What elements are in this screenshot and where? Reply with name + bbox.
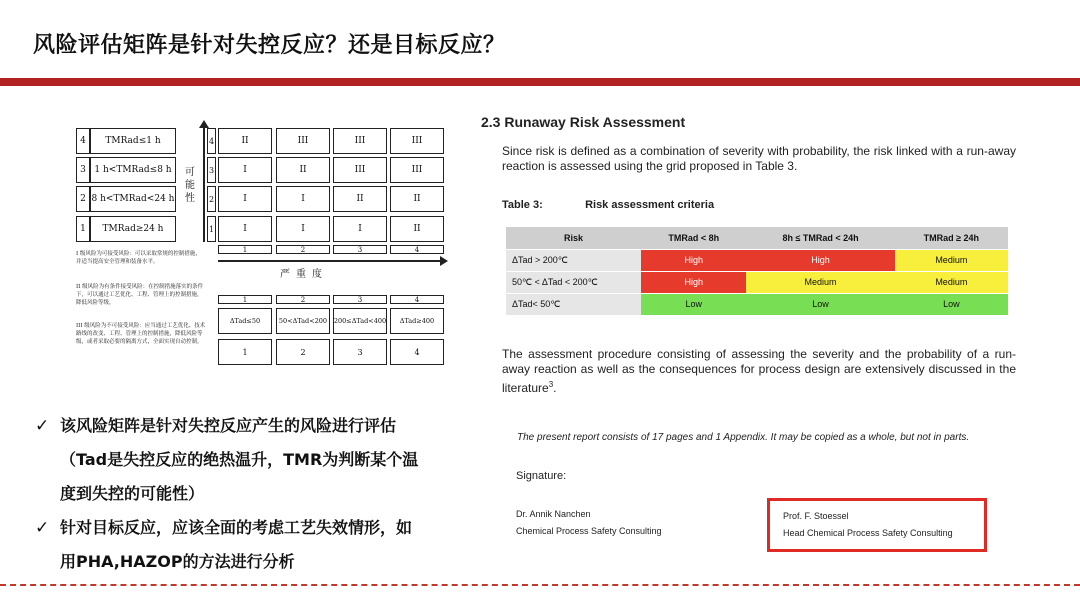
likelihood-condition: 8 h<TMRad<24 h bbox=[90, 186, 176, 212]
check-icon: ✓ bbox=[35, 518, 50, 538]
severity-condition: 200≤ΔTad<400 bbox=[333, 308, 387, 334]
citation-superscript: 3 bbox=[548, 380, 554, 389]
table-caption-text: Risk assessment criteria bbox=[585, 199, 715, 211]
bullet-text-continued: 度到失控的可能性） bbox=[60, 484, 205, 503]
title-divider bbox=[0, 78, 1080, 86]
likelihood-level: 1 bbox=[76, 216, 90, 242]
signer-1-title: Chemical Process Safety Consulting bbox=[516, 526, 662, 536]
severity-rank: 4 bbox=[390, 339, 444, 365]
table-row bbox=[506, 249, 1008, 271]
risk-matrix-image bbox=[70, 118, 450, 380]
risk-cell: High bbox=[746, 249, 894, 271]
severity-level: 1 bbox=[218, 295, 272, 304]
risk-level-note: I 级风险为可接受风险：可以采取常规的控制措施，并适当提高安全管理和装备水平。 bbox=[76, 251, 201, 265]
risk-cell: Medium bbox=[895, 249, 1008, 271]
table-header: TMRad ≥ 24h bbox=[895, 227, 1008, 249]
table-caption bbox=[502, 199, 714, 211]
risk-cell: Low bbox=[895, 293, 1008, 315]
severity-level: 4 bbox=[390, 245, 444, 254]
likelihood-axis bbox=[203, 126, 205, 242]
matrix-cell: I bbox=[333, 216, 387, 242]
matrix-cell: I bbox=[218, 216, 272, 242]
likelihood-level: 3 bbox=[76, 157, 90, 183]
table-caption-number: Table 3: bbox=[502, 199, 543, 211]
table-header: TMRad < 8h bbox=[641, 227, 746, 249]
matrix-cell: II bbox=[276, 157, 330, 183]
severity-axis bbox=[218, 260, 441, 262]
bullet-text-continued: 用PHA,HAZOP的方法进行分析 bbox=[60, 552, 295, 571]
risk-assessment-table bbox=[506, 227, 1008, 315]
table-row bbox=[506, 271, 1008, 293]
likelihood-condition: 1 h<TMRad≤8 h bbox=[90, 157, 176, 183]
risk-level-note: III 级风险为不可接受风险：应当通过工艺优化、技术路线的改变、工程、管理上的控制措施，降低风险等级，或者采取必要的隔离方式，全面实现自动控制。 bbox=[76, 323, 206, 345]
matrix-cell: I bbox=[218, 186, 272, 212]
likelihood-level: 2 bbox=[76, 186, 90, 212]
matrix-cell: III bbox=[333, 128, 387, 154]
risk-level-note: II 级风险为有条件接受风险：在控制措施落实的条件下，可以通过工艺优化、工程、管理上的控制措施，降低风险等级。 bbox=[76, 284, 204, 306]
matrix-cell: I bbox=[276, 216, 330, 242]
table-header-row bbox=[506, 227, 1008, 249]
risk-cell: High bbox=[641, 271, 746, 293]
likelihood-condition: TMRad≥24 h bbox=[90, 216, 176, 242]
document-paragraph: Since risk is defined as a combination of severity with probability, the risk linked with a run-away reaction is assessed using the grid proposed in Table 3. bbox=[502, 144, 1016, 173]
risk-cell: Medium bbox=[746, 271, 894, 293]
report-note: The present report consists of 17 pages and 1 Appendix. It may be copied as a whole, but not in parts. bbox=[517, 432, 970, 443]
matrix-row-level: 1 bbox=[207, 216, 216, 242]
risk-cell: Low bbox=[746, 293, 894, 315]
severity-axis-label: 严重度 bbox=[280, 269, 328, 280]
row-label: ΔTad< 50℃ bbox=[506, 293, 641, 315]
severity-level: 4 bbox=[390, 295, 444, 304]
table-row bbox=[506, 293, 1008, 315]
highlight-box bbox=[767, 498, 987, 552]
risk-cell: Medium bbox=[895, 271, 1008, 293]
matrix-cell: I bbox=[276, 186, 330, 212]
severity-level: 3 bbox=[333, 245, 387, 254]
paragraph-end: . bbox=[553, 381, 557, 395]
matrix-cell: III bbox=[390, 157, 444, 183]
bullet-text-continued: （Tad是失控反应的绝热温升，TMR为判断某个温 bbox=[60, 450, 419, 469]
matrix-row-level: 3 bbox=[207, 157, 216, 183]
severity-level: 2 bbox=[276, 295, 330, 304]
likelihood-axis-label: 可能性 bbox=[185, 167, 195, 204]
matrix-cell: III bbox=[276, 128, 330, 154]
signer-2-title: Head Chemical Process Safety Consulting bbox=[783, 528, 953, 538]
document-heading: 2.3 Runaway Risk Assessment bbox=[481, 114, 686, 130]
bullet-item bbox=[35, 409, 485, 443]
severity-level: 1 bbox=[218, 245, 272, 254]
matrix-cell: I bbox=[218, 157, 272, 183]
document-paragraph bbox=[502, 347, 1016, 396]
matrix-cell: II bbox=[390, 216, 444, 242]
bullet-item bbox=[35, 511, 485, 545]
signer-1-name: Dr. Annik Nanchen bbox=[516, 509, 591, 519]
risk-cell: High bbox=[641, 249, 746, 271]
severity-level: 2 bbox=[276, 245, 330, 254]
bullet-text: 该风险矩阵是针对失控反应产生的风险进行评估 bbox=[60, 416, 397, 435]
footer-divider bbox=[0, 584, 1080, 586]
bullet-list bbox=[35, 409, 485, 579]
severity-rank: 2 bbox=[276, 339, 330, 365]
matrix-cell: II bbox=[390, 186, 444, 212]
row-label: 50℃ < ΔTad < 200℃ bbox=[506, 271, 641, 293]
likelihood-level: 4 bbox=[76, 128, 90, 154]
bullet-text: 针对目标反应，应该全面的考虑工艺失效情形，如 bbox=[60, 518, 413, 537]
slide-title: 风险评估矩阵是针对失控反应？还是目标反应？ bbox=[33, 33, 506, 58]
paragraph-text: The assessment procedure consisting of assessing the severity and the probability of a run-away reaction as well as the consequences for process design are extensively discussed in the literature bbox=[502, 347, 1016, 395]
severity-axis-arrow bbox=[440, 256, 448, 266]
matrix-row-level: 2 bbox=[207, 186, 216, 212]
matrix-row-level: 4 bbox=[207, 128, 216, 154]
matrix-cell: II bbox=[218, 128, 272, 154]
severity-rank: 1 bbox=[218, 339, 272, 365]
row-label: ΔTad > 200℃ bbox=[506, 249, 641, 271]
table-header: 8h ≤ TMRad < 24h bbox=[746, 227, 894, 249]
severity-condition: 50<ΔTad<200 bbox=[276, 308, 330, 334]
check-icon: ✓ bbox=[35, 416, 50, 436]
likelihood-condition: TMRad≤1 h bbox=[90, 128, 176, 154]
severity-condition: ΔTad≤50 bbox=[218, 308, 272, 334]
severity-level: 3 bbox=[333, 295, 387, 304]
table-header: Risk bbox=[506, 227, 641, 249]
severity-condition: ΔTad≥400 bbox=[390, 308, 444, 334]
risk-cell: Low bbox=[641, 293, 746, 315]
severity-rank: 3 bbox=[333, 339, 387, 365]
signer-1 bbox=[516, 506, 662, 540]
matrix-cell: III bbox=[333, 157, 387, 183]
matrix-cell: III bbox=[390, 128, 444, 154]
matrix-cell: II bbox=[333, 186, 387, 212]
signer-2-name: Prof. F. Stoessel bbox=[783, 511, 849, 521]
signature-label: Signature: bbox=[516, 470, 567, 482]
